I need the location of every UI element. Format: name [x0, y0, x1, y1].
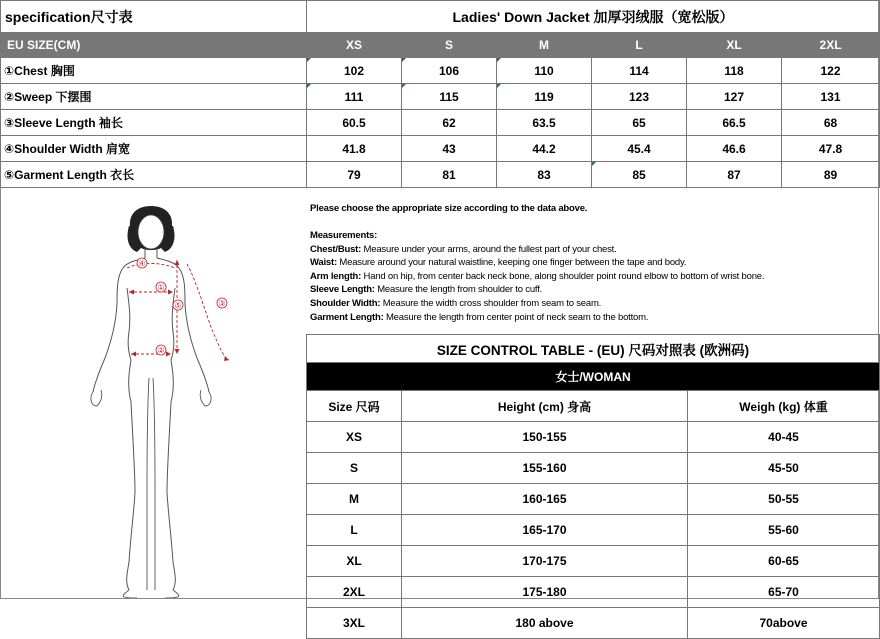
table-cell: 102: [307, 58, 402, 84]
note-term: Waist:: [310, 257, 337, 269]
product-title: Ladies' Down Jacket 加厚羽绒服（宽松版）: [307, 1, 880, 33]
measurement-notes: [307, 192, 879, 334]
table-cell: 68: [782, 110, 880, 136]
note-item: [310, 256, 764, 270]
table-row: [1, 84, 880, 110]
notes-list: [310, 229, 764, 324]
table-cell: 123: [592, 84, 687, 110]
note-term: Chest/Bust:: [310, 243, 362, 255]
table-cell: 106: [402, 58, 497, 84]
table-cell: 66.5: [687, 110, 782, 136]
body-outline: [93, 258, 209, 392]
size-header: M: [497, 33, 592, 58]
note-item: [310, 311, 764, 325]
note-text: Measure the length from shoulder to cuff.: [374, 284, 543, 296]
table-cell: 87: [687, 162, 782, 188]
size-cell: M: [307, 484, 402, 515]
table-cell: 127: [687, 84, 782, 110]
size-cell: S: [307, 453, 402, 484]
table-row: [307, 484, 880, 515]
table-cell: 47.8: [782, 136, 880, 162]
note-item: [310, 283, 764, 297]
marker-sweep: ②: [157, 346, 165, 355]
size-control-header-row: [307, 391, 880, 422]
specification-table: [0, 0, 880, 188]
table-row: [307, 515, 880, 546]
col-height-header: Height (cm) 身高: [402, 391, 688, 422]
table-cell: 119: [497, 84, 592, 110]
size-control-table: [306, 334, 880, 639]
weight-cell: 55-60: [688, 515, 880, 546]
table-cell: 118: [687, 58, 782, 84]
notes-heading: Measurements:: [310, 230, 378, 241]
table-row: [1, 162, 880, 188]
height-cell: 180 above: [402, 608, 688, 639]
marker-shoulder: ④: [138, 259, 146, 268]
table-cell: 41.8: [307, 136, 402, 162]
note-text: Measure under your arms, around the fullest part of your chest.: [361, 243, 617, 255]
face-shape: [138, 215, 164, 249]
note-text: Measure the width cross shoulder from seam to seam.: [380, 297, 602, 309]
measure-label: ②Sweep 下摆围: [1, 84, 307, 110]
torso-outline: [127, 288, 176, 590]
height-cell: 165-170: [402, 515, 688, 546]
woman-group-header: 女士/WOMAN: [307, 363, 880, 391]
table-cell: 81: [402, 162, 497, 188]
note-item: [310, 297, 764, 311]
spec-title: specification尺寸表: [1, 1, 307, 33]
left-hand: [91, 390, 102, 406]
shoulder-line: [127, 264, 175, 269]
note-term: Shoulder Width:: [310, 297, 381, 309]
table-cell: 46.6: [687, 136, 782, 162]
size-cell: L: [307, 515, 402, 546]
table-cell: 45.4: [592, 136, 687, 162]
col-weight-header: Weigh (kg) 体重: [688, 391, 880, 422]
measure-label: ⑤Garment Length 衣长: [1, 162, 307, 188]
height-cell: 160-165: [402, 484, 688, 515]
body-figure: [1, 192, 306, 598]
marker-sleeve: ③: [218, 299, 226, 308]
note-text: Measure around your natural waistline, keeping one finger between the tape and body.: [336, 257, 687, 269]
measure-label: ①Chest 胸围: [1, 58, 307, 84]
weight-cell: 60-65: [688, 546, 880, 577]
size-cell: XS: [307, 422, 402, 453]
marker-length: ⑤: [174, 301, 182, 310]
note-term: Sleeve Length:: [310, 284, 375, 296]
height-cell: 170-175: [402, 546, 688, 577]
measure-label: ③Sleeve Length 袖长: [1, 110, 307, 136]
note-term: Arm length:: [310, 270, 362, 282]
feet-outline: [123, 590, 179, 598]
table-cell: 85: [592, 162, 687, 188]
weight-cell: 65-70: [688, 577, 880, 608]
note-text: Measure the length from center point of neck seam to the bottom.: [383, 311, 649, 323]
table-row: [1, 58, 880, 84]
table-row: [307, 608, 880, 639]
marker-chest: ①: [157, 283, 165, 292]
size-header-row: [1, 33, 880, 58]
size-header: XL: [687, 33, 782, 58]
table-cell: 65: [592, 110, 687, 136]
arrow-heads: [129, 260, 229, 361]
table-cell: 111: [307, 84, 402, 110]
weight-cell: 50-55: [688, 484, 880, 515]
leg-outline: [147, 378, 155, 590]
size-cell: XL: [307, 546, 402, 577]
table-cell: 114: [592, 58, 687, 84]
table-row: [307, 546, 880, 577]
table-cell: 131: [782, 84, 880, 110]
weight-cell: 45-50: [688, 453, 880, 484]
table-cell: 44.2: [497, 136, 592, 162]
weight-cell: 70above: [688, 608, 880, 639]
size-cell: 3XL: [307, 608, 402, 639]
table-cell: 89: [782, 162, 880, 188]
height-cell: 155-160: [402, 453, 688, 484]
note-text: Hand on hip, from center back neck bone, along shoulder point round elbow to bottom of wrist bone.: [361, 270, 765, 282]
height-cell: 150-155: [402, 422, 688, 453]
table-cell: 110: [497, 58, 592, 84]
eu-size-label: EU SIZE(CM): [1, 33, 307, 58]
weight-cell: 40-45: [688, 422, 880, 453]
table-cell: 83: [497, 162, 592, 188]
size-header: S: [402, 33, 497, 58]
table-cell: 122: [782, 58, 880, 84]
size-header: 2XL: [782, 33, 880, 58]
sleeve-line: [187, 264, 229, 360]
size-header: L: [592, 33, 687, 58]
table-cell: 63.5: [497, 110, 592, 136]
note-item: [310, 243, 764, 257]
table-cell: 79: [307, 162, 402, 188]
size-control-title: SIZE CONTROL TABLE - (EU) 尺码对照表 (欧洲码): [307, 335, 880, 363]
right-hand: [200, 390, 211, 406]
note-item: [310, 270, 764, 284]
note-term: Garment Length:: [310, 311, 384, 323]
table-cell: 62: [402, 110, 497, 136]
table-row: [307, 453, 880, 484]
height-cell: 175-180: [402, 577, 688, 608]
size-cell: 2XL: [307, 577, 402, 608]
size-header: XS: [307, 33, 402, 58]
figure-illustration: [1, 192, 306, 598]
table-cell: 60.5: [307, 110, 402, 136]
table-row: [1, 110, 880, 136]
table-row: [1, 136, 880, 162]
table-cell: 43: [402, 136, 497, 162]
measure-label: ④Shoulder Width 肩宽: [1, 136, 307, 162]
table-cell: 115: [402, 84, 497, 110]
table-row: [307, 422, 880, 453]
table-row: [307, 577, 880, 608]
notes-intro: Please choose the appropriate size according to the data above.: [310, 203, 588, 214]
col-size-header: Size 尺码: [307, 391, 402, 422]
